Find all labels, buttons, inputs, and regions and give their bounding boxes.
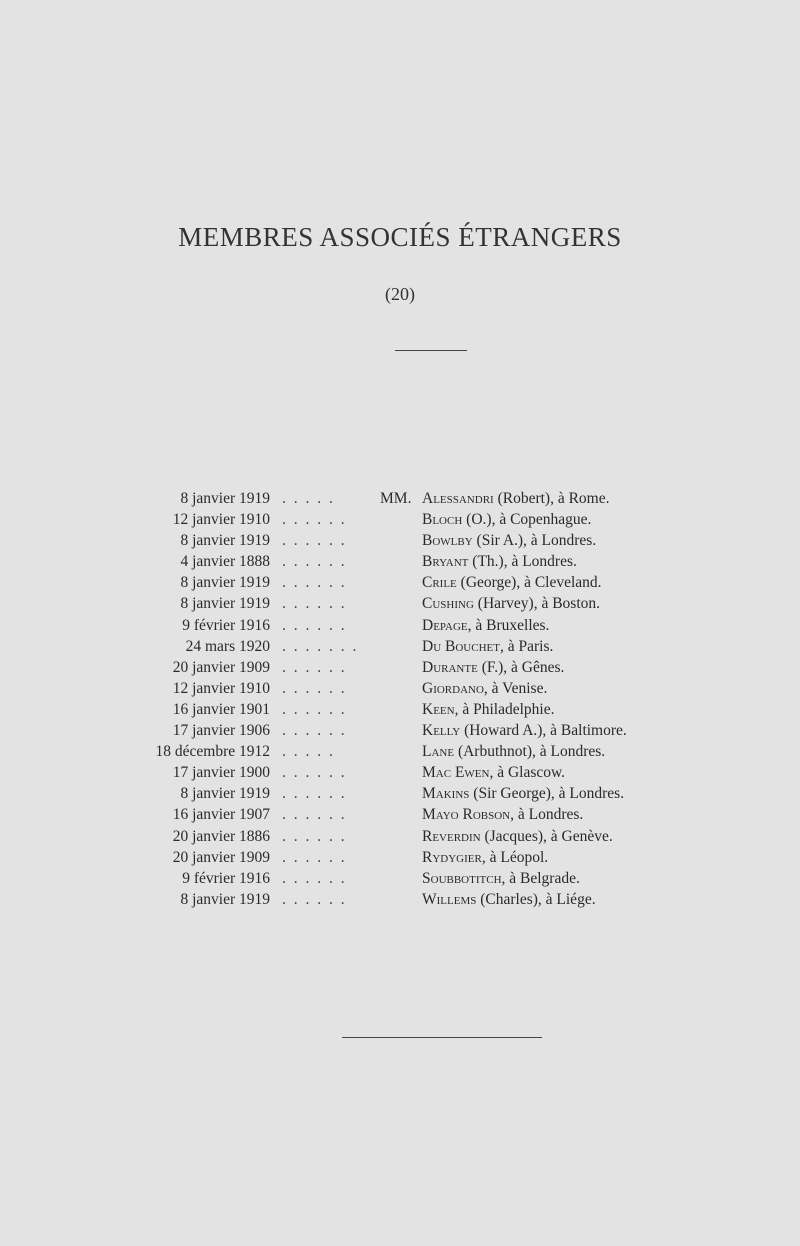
leader-dots: . . . . . .	[282, 764, 347, 782]
member-details: (Jacques), à Genève.	[480, 827, 613, 845]
member-entry	[422, 826, 613, 847]
list-item	[0, 572, 800, 593]
list-item	[0, 889, 800, 910]
member-entry	[422, 741, 605, 762]
leader-dots: . . . . . .	[282, 848, 347, 866]
leader-dots: . . . . .	[282, 743, 335, 761]
member-details: (Charles), à Liége.	[476, 890, 596, 908]
list-item	[0, 615, 800, 636]
member-surname: Soubbotitch	[422, 869, 502, 887]
leader-dots: . . . . . . .	[282, 637, 359, 655]
list-item	[0, 804, 800, 825]
leader-dots: . . . . . .	[282, 553, 347, 571]
member-entry	[422, 720, 627, 741]
election-date: 17 janvier 1900	[172, 764, 270, 782]
member-surname: Giordano	[422, 679, 484, 697]
bottom-divider	[342, 1037, 542, 1038]
member-surname: Mayo Robson	[422, 806, 511, 824]
member-details: , à Londres.	[510, 806, 584, 824]
member-details: (Sir George), à Londres.	[469, 785, 625, 803]
member-entry	[422, 847, 548, 868]
election-date: 8 janvier 1919	[180, 890, 270, 908]
member-entry	[422, 615, 549, 636]
member-entry	[422, 488, 610, 509]
member-entry	[422, 699, 554, 720]
election-date: 20 janvier 1909	[172, 848, 270, 866]
leader-dots: . . . . . .	[282, 806, 347, 824]
member-count: (20)	[385, 284, 415, 304]
election-date: 17 janvier 1906	[172, 722, 270, 740]
member-details: (Sir A.), à Londres.	[472, 532, 597, 550]
list-item	[0, 699, 800, 720]
leader-dots: . . . . . .	[282, 616, 347, 634]
leader-dots: . . . . . .	[282, 679, 347, 697]
member-surname: Mac Ewen	[422, 764, 490, 782]
election-date: 8 janvier 1919	[180, 785, 270, 803]
member-surname: Lane	[422, 743, 455, 761]
member-details: , à Léopol.	[481, 848, 549, 866]
list-item	[0, 530, 800, 551]
member-surname: Rydygier	[422, 848, 482, 866]
list-item	[0, 593, 800, 614]
member-surname: Keen	[422, 700, 455, 718]
election-date: 20 janvier 1909	[172, 658, 270, 676]
leader-dots: . . . . . .	[282, 827, 347, 845]
member-surname: Willems	[422, 890, 477, 908]
top-divider	[395, 350, 467, 351]
election-date: 18 décembre 1912	[155, 743, 270, 761]
member-entry	[422, 593, 600, 614]
member-surname: Bowlby	[422, 532, 473, 550]
election-date: 8 janvier 1919	[180, 574, 270, 592]
member-surname: Reverdin	[422, 827, 481, 845]
list-item	[0, 509, 800, 530]
member-details: (Arbuthnot), à Londres.	[454, 743, 606, 761]
member-entry	[422, 509, 591, 530]
election-date: 8 janvier 1919	[180, 595, 270, 613]
election-date: 24 mars 1920	[185, 637, 270, 655]
member-entry	[422, 678, 547, 699]
member-details: , à Belgrade.	[501, 869, 580, 887]
honorific-prefix: MM.	[380, 490, 412, 507]
member-surname: Durante	[422, 658, 478, 676]
member-entry	[422, 551, 577, 572]
leader-dots: . . . . . .	[282, 511, 347, 529]
member-details: (F.), à Gênes.	[477, 658, 565, 676]
leader-dots: . . . . . .	[282, 574, 347, 592]
member-details: (Th.), à Londres.	[468, 553, 577, 571]
election-date: 9 février 1916	[182, 616, 270, 634]
member-surname: Crile	[422, 574, 457, 592]
member-details: , à Glascow.	[489, 764, 566, 782]
election-date: 12 janvier 1910	[172, 679, 270, 697]
member-surname: Alessandri	[422, 490, 494, 507]
member-details: , à Venise.	[483, 679, 548, 697]
election-date: 12 janvier 1910	[172, 511, 270, 529]
leader-dots: . . . . . .	[282, 869, 347, 887]
leader-dots: . . . . .	[282, 490, 335, 507]
election-date: 4 janvier 1888	[180, 553, 270, 571]
member-details: (Harvey), à Boston.	[473, 595, 601, 613]
members-list	[0, 488, 800, 910]
election-date: 16 janvier 1907	[172, 806, 270, 824]
member-entry	[422, 762, 565, 783]
election-date: 20 janvier 1886	[172, 827, 270, 845]
member-entry	[422, 636, 553, 657]
list-item	[0, 551, 800, 572]
list-item	[0, 762, 800, 783]
list-item	[0, 657, 800, 678]
member-surname: Bryant	[422, 553, 469, 571]
election-date: 9 février 1916	[182, 869, 270, 887]
member-surname: Kelly	[422, 722, 461, 740]
leader-dots: . . . . . .	[282, 785, 347, 803]
list-item	[0, 720, 800, 741]
election-date: 8 janvier 1919	[180, 490, 270, 507]
list-item	[0, 783, 800, 804]
list-item	[0, 826, 800, 847]
member-details: (Howard A.), à Baltimore.	[460, 722, 627, 740]
list-item	[0, 678, 800, 699]
leader-dots: . . . . . .	[282, 595, 347, 613]
member-entry	[422, 572, 602, 593]
leader-dots: . . . . . .	[282, 532, 347, 550]
election-date: 16 janvier 1901	[172, 700, 270, 718]
member-surname: Du Bouchet	[422, 637, 500, 655]
member-details: , à Bruxelles.	[467, 616, 550, 634]
list-item	[0, 636, 800, 657]
member-details: , à Philadelphie.	[454, 700, 555, 718]
member-details: (George), à Cleveland.	[456, 574, 602, 592]
member-entry	[422, 657, 564, 678]
member-surname: Bloch	[422, 511, 463, 529]
leader-dots: . . . . . .	[282, 658, 347, 676]
member-entry	[422, 804, 583, 825]
member-surname: Depage	[422, 616, 468, 634]
list-item	[0, 488, 800, 509]
member-details: (O.), à Copenhague.	[462, 511, 592, 529]
member-entry	[422, 783, 624, 804]
list-item	[0, 868, 800, 889]
member-surname: Cushing	[422, 595, 474, 613]
page-title: MEMBRES ASSOCIÉS ÉTRANGERS	[178, 222, 622, 252]
leader-dots: . . . . . .	[282, 700, 347, 718]
member-entry	[422, 868, 580, 889]
member-entry	[422, 530, 596, 551]
list-item	[0, 741, 800, 762]
member-entry	[422, 889, 596, 910]
leader-dots: . . . . . .	[282, 890, 347, 908]
election-date: 8 janvier 1919	[180, 532, 270, 550]
member-details: , à Paris.	[499, 637, 554, 655]
list-item	[0, 847, 800, 868]
member-details: (Robert), à Rome.	[493, 490, 610, 507]
member-surname: Makins	[422, 785, 470, 803]
leader-dots: . . . . . .	[282, 722, 347, 740]
